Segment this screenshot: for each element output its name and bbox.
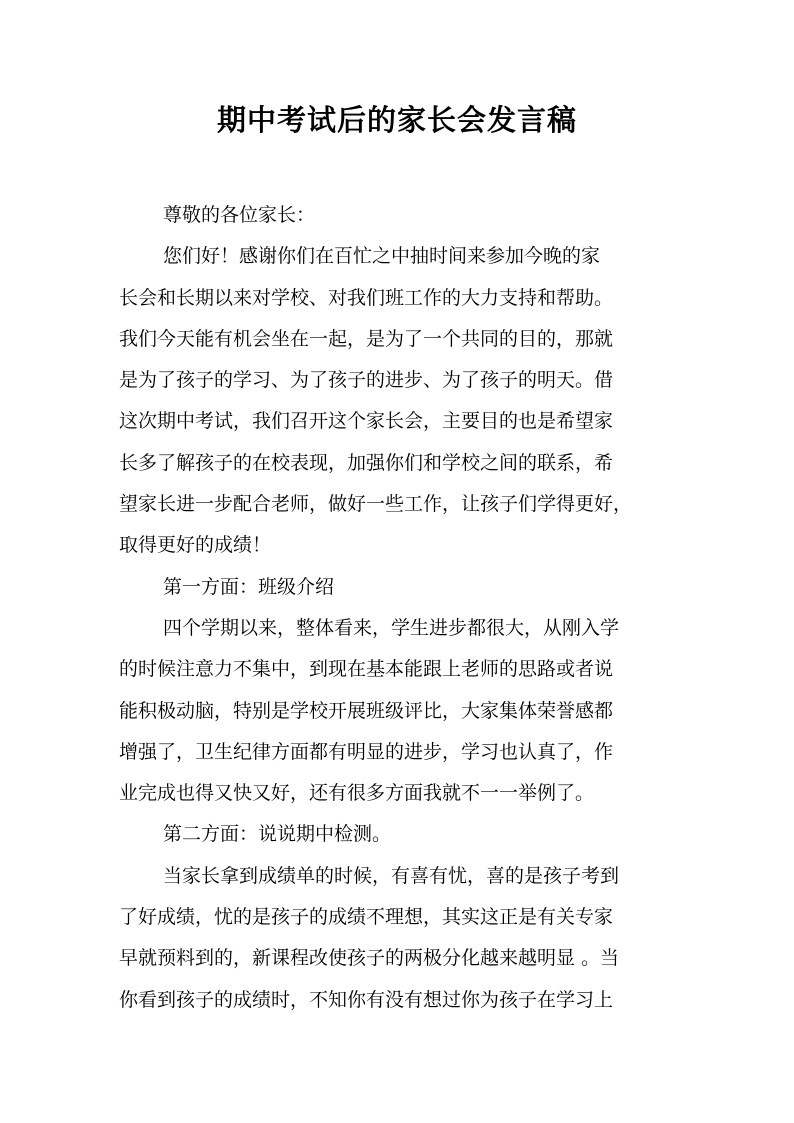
section-heading: 第二方面：说说期中检测。 — [163, 823, 392, 846]
paragraph-line: 长多了解孩子的在校表现，加强你们和学校之间的联系，希 — [119, 451, 614, 474]
paragraph-line: 取得更好的成绩！ — [119, 534, 272, 557]
paragraph-line: 我们今天能有机会坐在一起，是为了一个共同的目的，那就 — [119, 327, 614, 350]
paragraph-line: 增强了，卫生纪律方面都有明显的进步，学习也认真了，作 — [119, 740, 614, 763]
document-title: 期中考试后的家长会发言稿 — [216, 103, 577, 137]
paragraph-line: 早就预料到的，新课程改使孩子的两极分化越来越明显 。当 — [119, 947, 620, 970]
paragraph-line: 了好成绩，忧的是孩子的成绩不理想，其实这正是有关专家 — [119, 906, 614, 929]
paragraph-line: 您们好！感谢你们在百忙之中抽时间来参加今晚的家 — [163, 245, 601, 268]
section-heading: 第一方面：班级介绍 — [163, 575, 335, 598]
paragraph-line: 这次期中考试，我们召开这个家长会，主要目的也是希望家 — [119, 410, 614, 433]
paragraph-line: 能积极动脑，特别是学校开展班级评比，大家集体荣誉感都 — [119, 699, 614, 722]
paragraph-line: 当家长拿到成绩单的时候，有喜有忧，喜的是孩子考到 — [163, 864, 620, 887]
paragraph-line: 业完成也得又快又好，还有很多方面我就不一一举例了。 — [119, 782, 595, 805]
paragraph-line: 的时候注意力不集中，到现在基本能跟上老师的思路或者说 — [119, 658, 614, 681]
paragraph-line: 你看到孩子的成绩时，不知你有没有想过你为孩子在学习上 — [119, 988, 614, 1011]
paragraph-line: 长会和长期以来对学校、对我们班工作的大力支持和帮助。 — [119, 286, 614, 309]
salutation-line: 尊敬的各位家长： — [163, 204, 316, 226]
document-body — [119, 195, 675, 1021]
paragraph-line: 是为了孩子的学习、为了孩子的进步、为了孩子的明天。借 — [119, 369, 614, 392]
paragraph-line: 四个学期以来，整体看来，学生进步都很大，从刚入学 — [163, 616, 620, 639]
paragraph-line: 望家长进一步配合老师，做好一些工作，让孩子们学得更好， — [119, 493, 633, 516]
